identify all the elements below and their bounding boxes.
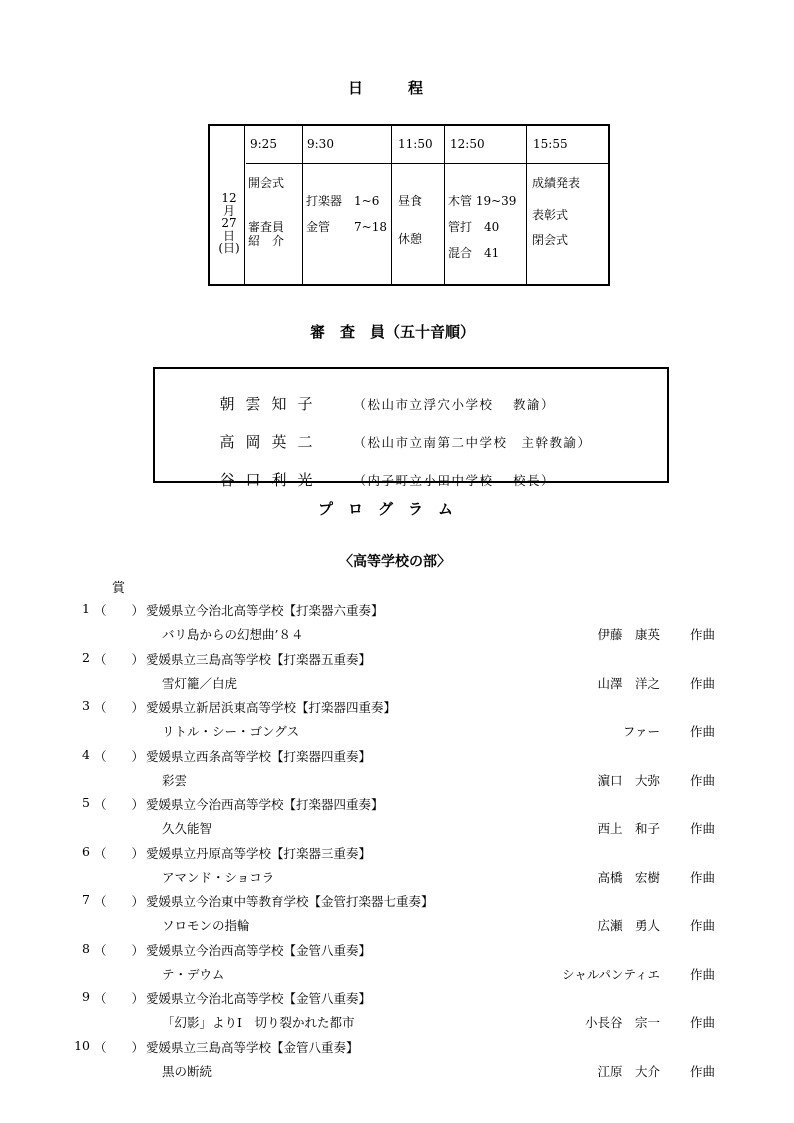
entry-piece: 黒の断続 xyxy=(162,1064,213,1079)
divider xyxy=(444,126,445,284)
entry-role: 作曲 xyxy=(690,821,716,836)
entry-school: 愛媛県立三島高等学校【打楽器五重奏】 xyxy=(146,652,372,667)
entry-piece: バリ島からの幻想曲’８４ xyxy=(162,627,304,642)
award-blank: （ ） xyxy=(94,894,145,909)
time-label: 9:25 xyxy=(250,137,277,151)
award-header: 賞 xyxy=(112,581,126,596)
schedule-cell: 紹 介 xyxy=(248,234,285,248)
entry-school: 愛媛県立今治西高等学校【打楽器四重奏】 xyxy=(146,797,384,812)
judge-affiliation: （松山市立南第二中学校 主幹教諭） xyxy=(353,435,592,450)
award-blank: （ ） xyxy=(94,797,145,812)
entry-number: 5 xyxy=(82,795,90,810)
judge-affiliation: （内子町立小田中学校 校長） xyxy=(353,473,556,488)
entry-school: 愛媛県立新居浜東高等学校【打楽器四重奏】 xyxy=(146,700,397,715)
entry-role: 作曲 xyxy=(690,967,716,982)
entry-piece: ソロモンの指輪 xyxy=(162,918,250,933)
date-part: (日) xyxy=(218,241,240,255)
entry-composer: 西上 和子 xyxy=(597,821,660,836)
judge-name: 朝雲知子 xyxy=(219,395,324,413)
entry-school: 愛媛県立今治西高等学校【金管八重奏】 xyxy=(146,943,372,958)
entry-piece: リトル・シー・ゴングス xyxy=(162,724,300,739)
entry-piece: アマンド・ショコラ xyxy=(162,870,275,885)
entry-school: 愛媛県立今治東中等教育学校【金管打楽器七重奏】 xyxy=(146,894,434,909)
entry-school: 愛媛県立今治北高等学校【金管八重奏】 xyxy=(146,991,372,1006)
award-blank: （ ） xyxy=(94,652,145,667)
award-blank: （ ） xyxy=(94,1040,145,1055)
time-label: 9:30 xyxy=(307,137,334,151)
entry-composer: 広瀬 勇人 xyxy=(597,918,660,933)
divider xyxy=(244,126,245,284)
award-blank: （ ） xyxy=(94,943,145,958)
schedule-cell: 金管 7~18 xyxy=(306,220,387,234)
schedule-date xyxy=(214,192,244,255)
divider xyxy=(391,126,392,284)
schedule-cell: 閉会式 xyxy=(532,233,569,247)
entry-piece: 「幻影」よりⅠ 切り裂かれた都市 xyxy=(162,1015,355,1030)
entry-school: 愛媛県立西条高等学校【打楽器四重奏】 xyxy=(146,749,372,764)
entry-number: 7 xyxy=(82,892,90,907)
entry-number: 8 xyxy=(82,941,90,956)
judges-title: 審 査 員（五十音順） xyxy=(310,323,476,341)
time-label: 11:50 xyxy=(398,137,433,151)
entry-piece: テ・デウム xyxy=(162,967,225,982)
schedule-cell: 混合 41 xyxy=(448,246,500,260)
entry-composer: 山澤 洋之 xyxy=(597,676,660,691)
schedule-cell: 審査員 xyxy=(248,220,285,234)
award-blank: （ ） xyxy=(94,749,145,764)
entry-role: 作曲 xyxy=(690,918,716,933)
entry-school: 愛媛県立三島高等学校【金管八重奏】 xyxy=(146,1040,359,1055)
entry-piece: 雪灯籠／白虎 xyxy=(162,676,238,691)
divider xyxy=(302,126,303,284)
entry-composer: 江原 大介 xyxy=(597,1064,660,1079)
time-label: 15:55 xyxy=(533,137,568,151)
schedule-cell: 成績発表 xyxy=(532,176,581,190)
date-part: 12 xyxy=(221,191,237,205)
entry-role: 作曲 xyxy=(690,1015,716,1030)
entry-composer: 濵口 大弥 xyxy=(597,773,660,788)
entry-composer: ファー xyxy=(622,724,660,739)
schedule-cell: 管打 40 xyxy=(448,220,500,234)
award-blank: （ ） xyxy=(94,700,145,715)
entry-number: 10 xyxy=(74,1038,90,1053)
entry-school: 愛媛県立今治北高等学校【打楽器六重奏】 xyxy=(146,603,384,618)
schedule-cell: 木管 19~39 xyxy=(448,194,517,208)
schedule-table xyxy=(208,124,610,286)
divider xyxy=(526,126,527,284)
judge-name: 谷口利光 xyxy=(219,471,324,489)
entry-number: 1 xyxy=(82,601,90,616)
program-title: プ ロ グ ラ ム xyxy=(318,500,454,518)
entry-number: 2 xyxy=(82,650,90,665)
divider xyxy=(246,163,608,164)
award-blank: （ ） xyxy=(94,603,145,618)
entry-role: 作曲 xyxy=(690,870,716,885)
entry-role: 作曲 xyxy=(690,724,716,739)
time-label: 12:50 xyxy=(450,137,485,151)
award-blank: （ ） xyxy=(94,991,145,1006)
entry-number: 6 xyxy=(82,844,90,859)
schedule-cell: 打楽器 1~6 xyxy=(306,194,380,208)
date-part: 月 xyxy=(222,203,235,218)
judges-box xyxy=(153,367,669,489)
entry-role: 作曲 xyxy=(690,1064,716,1079)
schedule-cell: 開会式 xyxy=(248,176,285,190)
entry-piece: 久久能智 xyxy=(162,821,213,836)
schedule-cell: 休憩 xyxy=(398,232,423,246)
award-blank: （ ） xyxy=(94,846,145,861)
section-heading: 〈高等学校の部〉 xyxy=(339,554,451,570)
entry-role: 作曲 xyxy=(690,676,716,691)
schedule-cell: 昼食 xyxy=(398,194,423,208)
entry-number: 9 xyxy=(82,989,90,1004)
entry-role: 作曲 xyxy=(690,627,716,642)
entry-composer: 小長谷 宗一 xyxy=(584,1015,660,1030)
judge-affiliation: （松山市立浮穴小学校 教諭） xyxy=(353,397,556,412)
entry-piece: 彩雲 xyxy=(162,773,188,788)
entry-number: 4 xyxy=(82,747,90,762)
judge-name: 高岡英二 xyxy=(219,433,324,451)
date-part: 日 xyxy=(222,228,235,243)
entry-school: 愛媛県立丹原高等学校【打楽器三重奏】 xyxy=(146,846,372,861)
schedule-cell: 表彰式 xyxy=(532,208,569,222)
entry-number: 3 xyxy=(82,698,90,713)
entry-composer: シャルパンティエ xyxy=(562,967,660,982)
schedule-title: 日 程 xyxy=(348,79,424,97)
entry-composer: 伊藤 康英 xyxy=(597,627,660,642)
entry-composer: 高橋 宏樹 xyxy=(597,870,660,885)
entry-role: 作曲 xyxy=(690,773,716,788)
date-part: 27 xyxy=(221,216,237,230)
